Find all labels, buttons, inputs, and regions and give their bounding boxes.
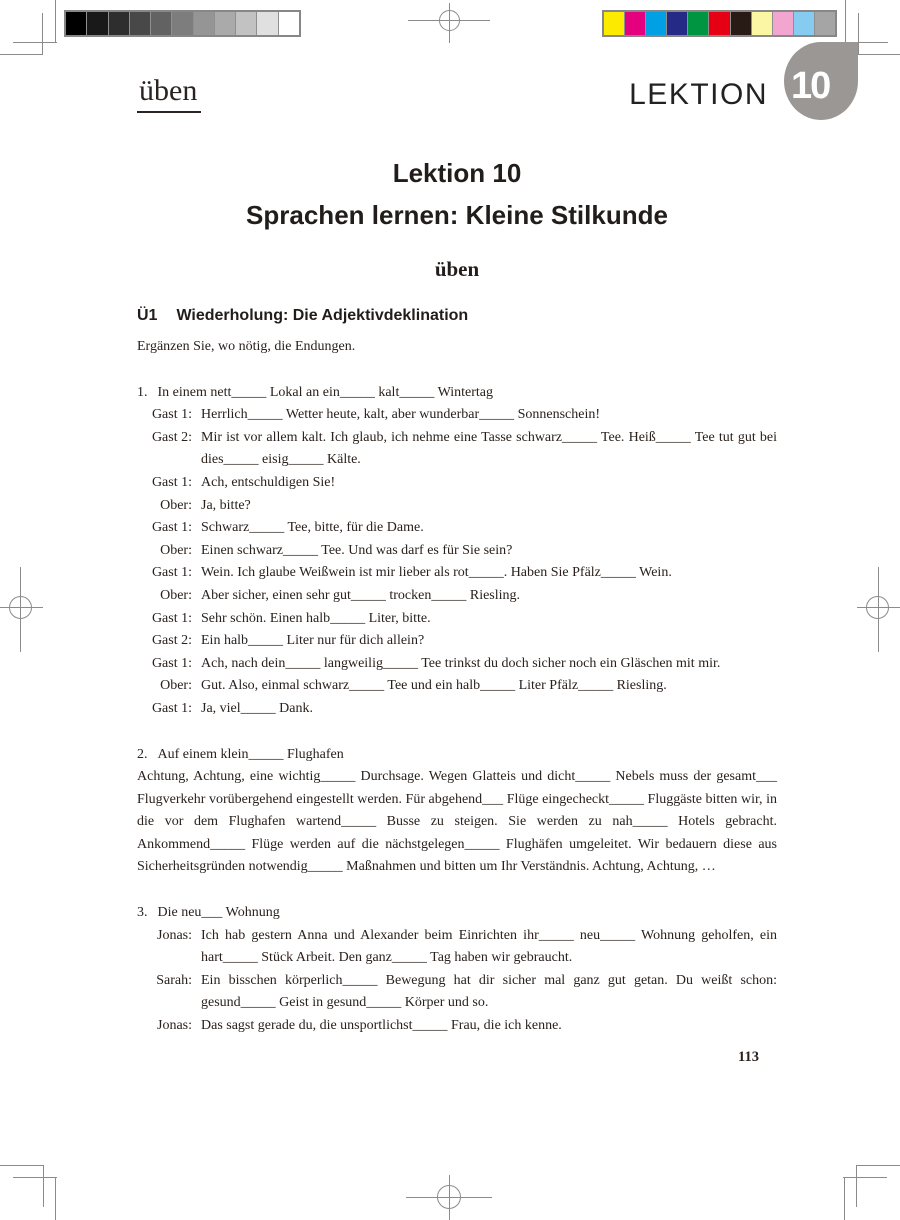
color-swatch bbox=[604, 12, 624, 35]
color-swatch bbox=[814, 12, 835, 35]
dialogue-text: Ein halb_____ Liter nur für dich allein? bbox=[201, 633, 425, 649]
color-swatch bbox=[645, 12, 666, 35]
exercise-code: Ü1 bbox=[137, 307, 158, 324]
dialogue-text: Herrlich_____ Wetter heute, kalt, aber wunderbar_____ Sonnenschein! bbox=[201, 407, 601, 423]
color-swatch bbox=[666, 12, 687, 35]
dialogue-text: Ein bisschen körperlich_____ Bewegung hat dir sicher mal ganz gut getan. Du weißt schon: gesund_____ Geist in gesund_____ Körper und so. bbox=[201, 972, 777, 1011]
item-title: Die neu___ Wohnung bbox=[157, 905, 280, 921]
dialogue-text: Schwarz_____ Tee, bitte, für die Dame. bbox=[201, 520, 424, 536]
gray-swatch bbox=[171, 12, 192, 35]
dialogue-row bbox=[137, 630, 777, 653]
dialogue-text: Ach, nach dein_____ langweilig_____ Tee trinkst du doch sicher noch ein Gläschen mit mir. bbox=[201, 655, 721, 671]
exercise-2 bbox=[137, 744, 777, 880]
dialogue-row bbox=[137, 698, 777, 721]
dialogue-text: Das sagst gerade du, die unsportlichst_____ Frau, die ich kenne. bbox=[201, 1018, 562, 1034]
section-heading-ueben: üben bbox=[434, 257, 480, 281]
speaker-label: Gast 1: bbox=[151, 520, 192, 536]
chapter-title: Lektion 10 bbox=[392, 158, 522, 188]
dialogue-row bbox=[137, 608, 777, 631]
speaker-label: Gast 2: bbox=[151, 429, 192, 445]
item-number: 3. bbox=[137, 905, 148, 921]
gray-swatch bbox=[235, 12, 256, 35]
color-swatch bbox=[687, 12, 708, 35]
lektion-number: 10 bbox=[791, 64, 830, 107]
exercise-3-intro bbox=[137, 902, 777, 925]
lektion-label: LEKTION bbox=[629, 78, 768, 111]
dialogue-row bbox=[137, 970, 777, 1015]
dialogue-text: Sehr schön. Einen halb_____ Liter, bitte. bbox=[201, 610, 431, 626]
dialogue-row bbox=[137, 427, 777, 472]
dialogue-row bbox=[137, 540, 777, 563]
speaker-label: Jonas: bbox=[157, 1018, 192, 1034]
color-swatch bbox=[751, 12, 772, 35]
speaker-label: Ober: bbox=[160, 678, 192, 694]
dialogue-row bbox=[137, 585, 777, 608]
dialogue-row bbox=[137, 562, 777, 585]
gray-swatch bbox=[214, 12, 235, 35]
dialogue-text: Mir ist vor allem kalt. Ich glaub, ich nehme eine Tasse schwarz_____ Tee. Heiß_____ Tee tut gut bei dies_____ eisig_____ Kälte. bbox=[201, 429, 777, 468]
speaker-label: Ober: bbox=[160, 587, 192, 603]
speaker-label: Ober: bbox=[160, 497, 192, 513]
page-number: 113 bbox=[738, 1048, 759, 1065]
exercise-3 bbox=[137, 902, 777, 1038]
instruction-text: Ergänzen Sie, wo nötig, die Endungen. bbox=[137, 339, 356, 354]
exercise-1-intro bbox=[137, 382, 777, 405]
running-head-ueben: üben bbox=[137, 74, 201, 113]
dialogue-row bbox=[137, 925, 777, 970]
dialogue-row bbox=[137, 517, 777, 540]
item-title: Auf einem klein_____ Flughafen bbox=[157, 746, 344, 762]
dialogue-text: Wein. Ich glaube Weißwein ist mir lieber als rot_____. Haben Sie Pfälz_____ Wein. bbox=[201, 565, 672, 581]
speaker-label: Jonas: bbox=[157, 927, 192, 943]
speaker-label: Sarah: bbox=[156, 972, 192, 988]
dialogue-row bbox=[137, 653, 777, 676]
speaker-label: Gast 1: bbox=[151, 700, 192, 716]
chapter-subtitle: Sprachen lernen: Kleine Stilkunde bbox=[246, 200, 668, 230]
exercise-title: Wiederholung: Die Adjektivdeklination bbox=[176, 307, 469, 324]
gray-swatch bbox=[129, 12, 150, 35]
page-content bbox=[137, 158, 777, 1068]
speaker-label: Gast 1: bbox=[151, 610, 192, 626]
dialogue-text: Aber sicher, einen sehr gut_____ trocken_____ Riesling. bbox=[201, 587, 521, 603]
speaker-label: Gast 2: bbox=[151, 633, 192, 649]
gray-swatch bbox=[108, 12, 129, 35]
dialogue-row bbox=[137, 675, 777, 698]
color-swatch bbox=[793, 12, 814, 35]
dialogue-row bbox=[137, 404, 777, 427]
speaker-label: Ober: bbox=[160, 542, 192, 558]
speaker-label: Gast 1: bbox=[151, 655, 192, 671]
speaker-label: Gast 1: bbox=[151, 565, 192, 581]
item-number: 2. bbox=[137, 746, 148, 762]
dialogue-row bbox=[137, 1015, 777, 1038]
grayscale-calibration-bar bbox=[64, 10, 301, 37]
color-calibration-bar bbox=[602, 10, 837, 37]
exercise-heading bbox=[137, 306, 777, 326]
lektion-number-badge bbox=[784, 42, 858, 120]
color-swatch bbox=[708, 12, 729, 35]
item-number: 1. bbox=[137, 384, 148, 400]
dialogue-text: Ja, viel_____ Dank. bbox=[201, 700, 313, 716]
exercise-2-intro bbox=[137, 744, 777, 767]
exercise-1 bbox=[137, 382, 777, 721]
gray-swatch bbox=[278, 12, 299, 35]
dialogue-text: Gut. Also, einmal schwarz_____ Tee und ein halb_____ Liter Pfälz_____ Riesling. bbox=[201, 678, 667, 694]
gray-swatch bbox=[66, 12, 86, 35]
dialogue-text: Ja, bitte? bbox=[201, 497, 251, 513]
speaker-label: Gast 1: bbox=[151, 474, 192, 490]
speaker-label: Gast 1: bbox=[151, 407, 192, 423]
dialogue-text: Ich hab gestern Anna und Alexander beim Einrichten ihr_____ neu_____ Wohnung geholfen, ein hart_____ Stück Arbeit. Den ganz_____ Tag haben wir gebraucht. bbox=[201, 927, 777, 966]
gray-swatch bbox=[193, 12, 214, 35]
dialogue-row bbox=[137, 472, 777, 495]
gray-swatch bbox=[256, 12, 277, 35]
item-title: In einem nett_____ Lokal an ein_____ kalt_____ Wintertag bbox=[157, 384, 493, 400]
dialogue-text: Einen schwarz_____ Tee. Und was darf es für Sie sein? bbox=[201, 542, 513, 558]
color-swatch bbox=[772, 12, 793, 35]
dialogue-row bbox=[137, 495, 777, 518]
dialogue-text: Ach, entschuldigen Sie! bbox=[201, 474, 336, 490]
color-swatch bbox=[624, 12, 645, 35]
color-swatch bbox=[730, 12, 751, 35]
gray-swatch bbox=[86, 12, 107, 35]
announcement-paragraph: Achtung, Achtung, eine wichtig_____ Durchsage. Wegen Glatteis und dicht_____ Nebels muss der gesamt___ Flugverkehr vorübergehend eingestellt werden. Für abgehend___ Flüge eingecheckt_____ Fluggäste bitten wir, in die vor dem Flughafen wartend_____ Busse zu steigen. Sie werden zu nah_____ Hotels gebracht. Ankommend_____ Flüge werden auf die nächstgelegen_____ Flughäfen umgeleitet. Wir bedauern diese aus Sicherheitsgründen notwendig_____ Maßnahmen und bitten um Ihr Verständnis. Achtung, Achtung, … bbox=[137, 769, 777, 875]
gray-swatch bbox=[150, 12, 171, 35]
